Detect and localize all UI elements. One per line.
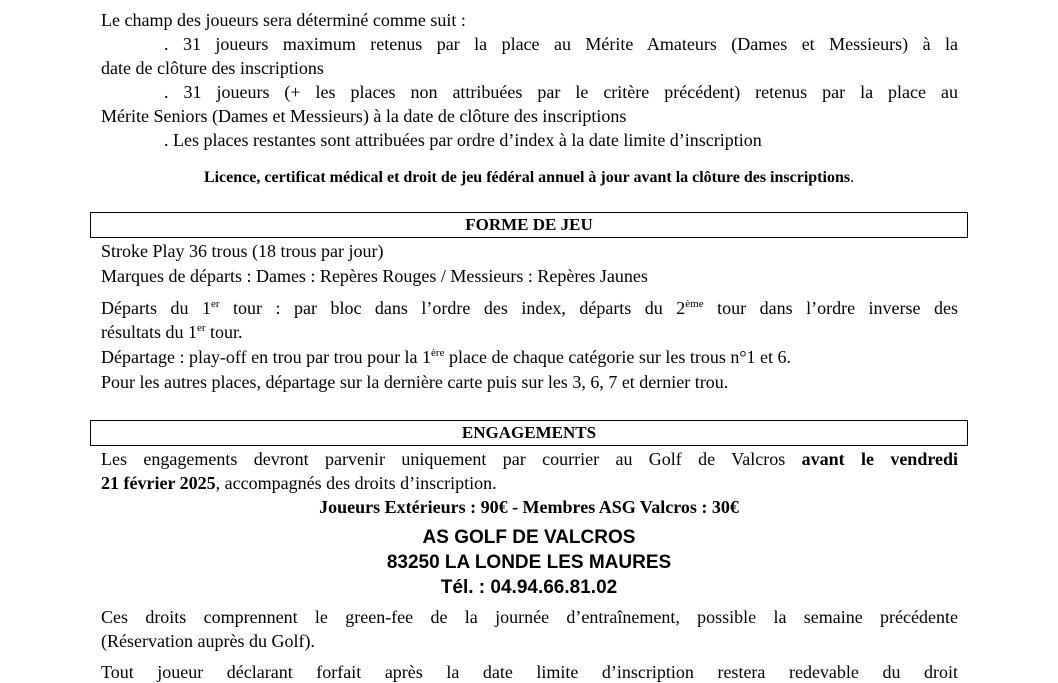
- engagements-line-2: 21 février 2025, accompagnés des droits d’inscription.: [101, 473, 497, 493]
- engagements-fees: Joueurs Extérieurs : 90€ - Membres ASG Valcros : 30€: [319, 497, 739, 517]
- forme-departs: Départs du 1er tour : par bloc dans l’ordre des index, départs du 2ème tour dans l’ordre inverse des: [101, 298, 959, 318]
- forfait-line: Tout joueur déclarant forfait après la date limite d’inscription restera redevable du droit: [101, 662, 958, 682]
- field-item-1: . 31 joueurs maximum retenus par la place au Mérite Amateurs (Dames et Messieurs) à la: [164, 34, 958, 54]
- forme-departs-cont: résultats du 1er tour.: [101, 322, 243, 342]
- droits-line-1: Ces droits comprennent le green-fee de la journée d’entraînement, possible la semaine précédente: [101, 607, 958, 627]
- section-heading-forme: FORME DE JEU: [90, 212, 968, 238]
- droits-line-2: (Réservation auprès du Golf).: [101, 631, 315, 651]
- licence-notice: Licence, certificat médical et droit de jeu fédéral annuel à jour avant la clôture des inscriptions.: [203, 169, 855, 186]
- section-heading-engagements: ENGAGEMENTS: [90, 420, 968, 446]
- field-intro: Le champ des joueurs sera déterminé comme suit :: [101, 10, 466, 30]
- field-item-3: . Les places restantes sont attribuées par ordre d’index à la date limite d’inscription: [164, 130, 762, 150]
- forme-stroke: Stroke Play 36 trous (18 trous par jour): [101, 241, 384, 261]
- club-name: AS GOLF DE VALCROS: [422, 527, 636, 548]
- club-phone: Tél. : 04.94.66.81.02: [440, 577, 618, 598]
- forme-autres-places: Pour les autres places, départage sur la dernière carte puis sur les 3, 6, 7 et dernier trou.: [101, 372, 729, 392]
- forme-marques: Marques de départs : Dames : Repères Rouges / Messieurs : Repères Jaunes: [101, 266, 648, 286]
- field-item-2: . 31 joueurs (+ les places non attribuées par le critère précédent) retenus par la place au: [164, 82, 958, 102]
- field-item-1-cont: date de clôture des inscriptions: [101, 58, 324, 78]
- field-item-2-cont: Mérite Seniors (Dames et Messieurs) à la date de clôture des inscriptions: [101, 106, 627, 126]
- forme-departage: Départage : play-off en trou par trou pour la 1ère place de chaque catégorie sur les trous n°1 et 6.: [101, 347, 792, 367]
- club-city: 83250 LA LONDE LES MAURES: [386, 552, 672, 573]
- engagements-line-1: Les engagements devront parvenir uniquement par courrier au Golf de Valcros avant le vendredi: [101, 449, 958, 469]
